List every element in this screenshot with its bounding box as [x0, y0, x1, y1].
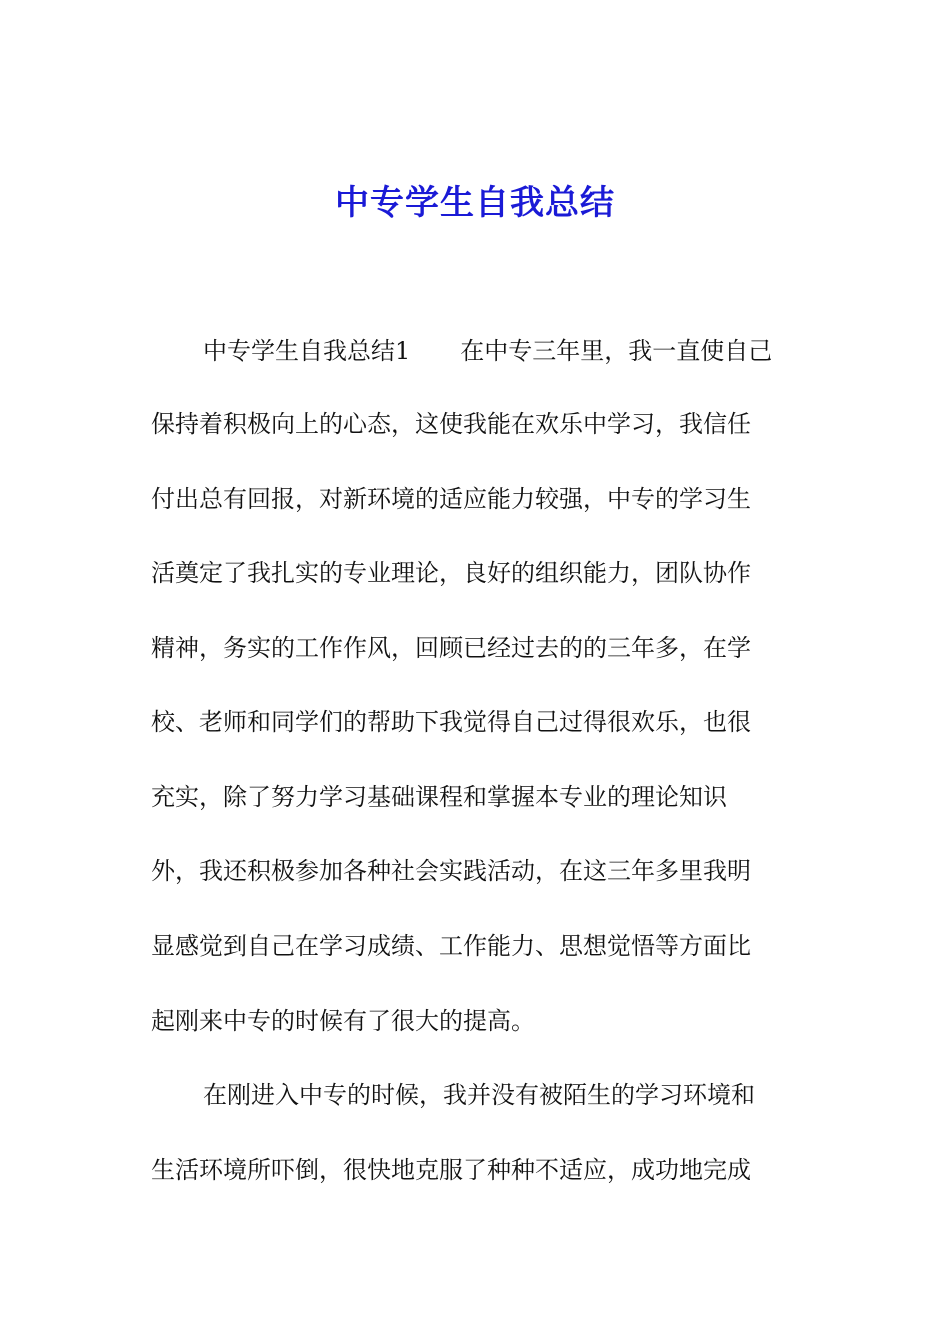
- paragraph-1-first-line: [203, 333, 772, 369]
- paragraph-1-line-7: 外，我还积极参加各种社会实践活动，在这三年多里我明: [151, 857, 751, 885]
- paragraph-1-line-5: 校、老师和同学们的帮助下我觉得自己过得很欢乐，也很: [151, 708, 751, 736]
- paragraph-1-line-1: 保持着积极向上的心态，这使我能在欢乐中学习，我信任: [151, 410, 751, 438]
- paragraph-2-line-1: 在刚进入中专的时候，我并没有被陌生的学习环境和: [203, 1081, 755, 1109]
- paragraph-1-line-8: 显感觉到自己在学习成绩、工作能力、思想觉悟等方面比: [151, 932, 751, 960]
- paragraph-1-line-9: 起刚来中专的时候有了很大的提高。: [151, 1007, 535, 1035]
- paragraph-1-line-4: 精神，务实的工作作风，回顾已经过去的的三年多，在学: [151, 634, 751, 662]
- paragraph-1-line-0: 在中专三年里，我一直使自己: [460, 337, 773, 365]
- paragraph-2-line-2: 生活环境所吓倒，很快地克服了种种不适应，成功地完成: [151, 1156, 751, 1184]
- paragraph-1-line-3: 活奠定了我扎实的专业理论，良好的组织能力，团队协作: [151, 559, 751, 587]
- paragraph-1-line-6: 充实，除了努力学习基础课程和掌握本专业的理论知识: [151, 783, 727, 811]
- paragraph-1-line-2: 付出总有回报，对新环境的适应能力较强，中专的学习生: [151, 485, 751, 513]
- document-title: 中专学生自我总结: [335, 183, 615, 223]
- section-heading: 中专学生自我总结1: [203, 337, 411, 365]
